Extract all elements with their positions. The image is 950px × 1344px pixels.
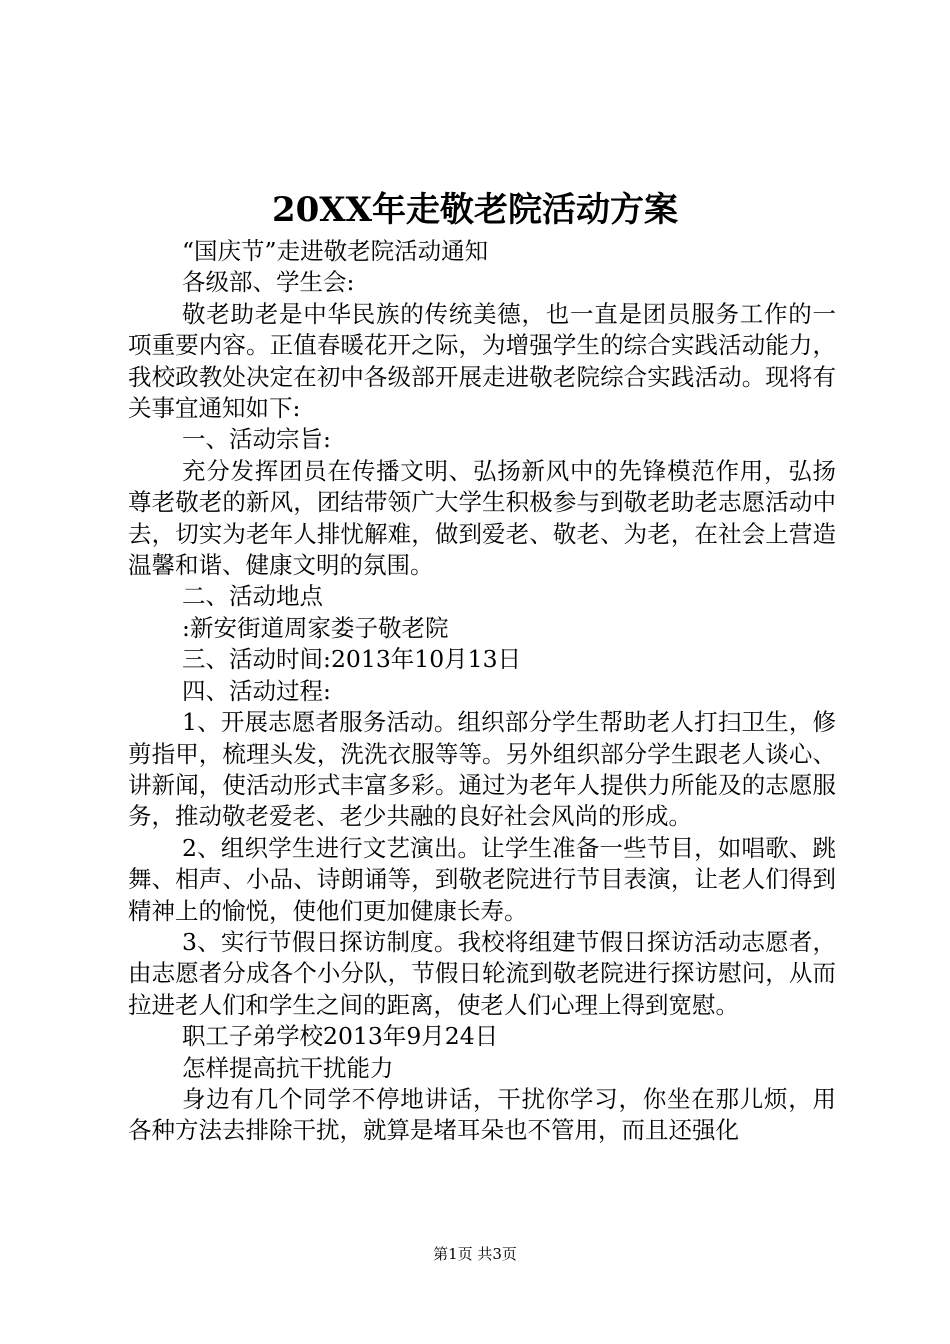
second-article-title: 怎样提高抗干扰能力: [182, 1053, 394, 1082]
process-item-3: 3、实行节假日探访制度。我校将组建节假日探访活动志愿者，由志愿者分成各个小分队，节假日轮流到敬老院进行探访慰问，从而拉进老人们和学生之间的距离，使老人们心理上得到宽慰。: [128, 927, 836, 1019]
signature-line: 职工子弟学校2013年9月24日: [182, 1022, 499, 1051]
section-heading-time: 三、活动时间:2013年10月13日: [182, 645, 522, 674]
document-body: [128, 236, 836, 1147]
section-heading-process: 四、活动过程:: [182, 676, 331, 705]
page-footer: 第1页 共3页: [433, 1245, 517, 1263]
section-heading-location: 二、活动地点: [182, 582, 324, 611]
document-title: 20XX年走敬老院活动方案: [271, 190, 679, 230]
location-paragraph: :新安街道周家娄子敬老院: [182, 613, 449, 642]
process-item-1: 1、开展志愿者服务活动。组织部分学生帮助老人打扫卫生，修剪指甲，梳理头发，洗洗衣服等等。另外组织部分学生跟老人谈心、讲新闻，使活动形式丰富多彩。通过为老年人提供力所能及的志愿服务，推动敬老爱老、老少共融的良好社会风尚的形成。: [128, 708, 836, 831]
notice-heading: “国庆节”走进敬老院活动通知: [182, 237, 489, 265]
section-heading-purpose: 一、活动宗旨:: [182, 425, 331, 454]
process-item-2: 2、组织学生进行文艺演出。让学生准备一些节目，如唱歌、跳舞、相声、小品、诗朗诵等，到敬老院进行节目表演，让老人们得到精神上的愉悦，使他们更加健康长寿。: [128, 833, 836, 925]
purpose-paragraph: 充分发挥团员在传播文明、弘扬新风中的先锋模范作用，弘扬尊老敬老的新风，团结带领广大学生积极参与到敬老助老志愿活动中去，切实为老年人排忧解难，做到爱老、敬老、为老，在社会上营造温馨和谐、健康文明的氛围。: [128, 456, 836, 580]
intro-paragraph: 敬老助老是中华民族的传统美德，也一直是团员服务工作的一项重要内容。正值春暖花开之际，为增强学生的综合实践活动能力，我校政教处决定在初中各级部开展走进敬老院综合实践活动。现将有关事宜通知如下:: [128, 299, 836, 423]
second-article-paragraph: 身边有几个同学不停地讲话，干扰你学习，你坐在那儿烦，用各种方法去排除干扰，就算是堵耳朵也不管用，而且还强化: [128, 1084, 836, 1145]
addressee: 各级部、学生会:: [182, 268, 355, 297]
